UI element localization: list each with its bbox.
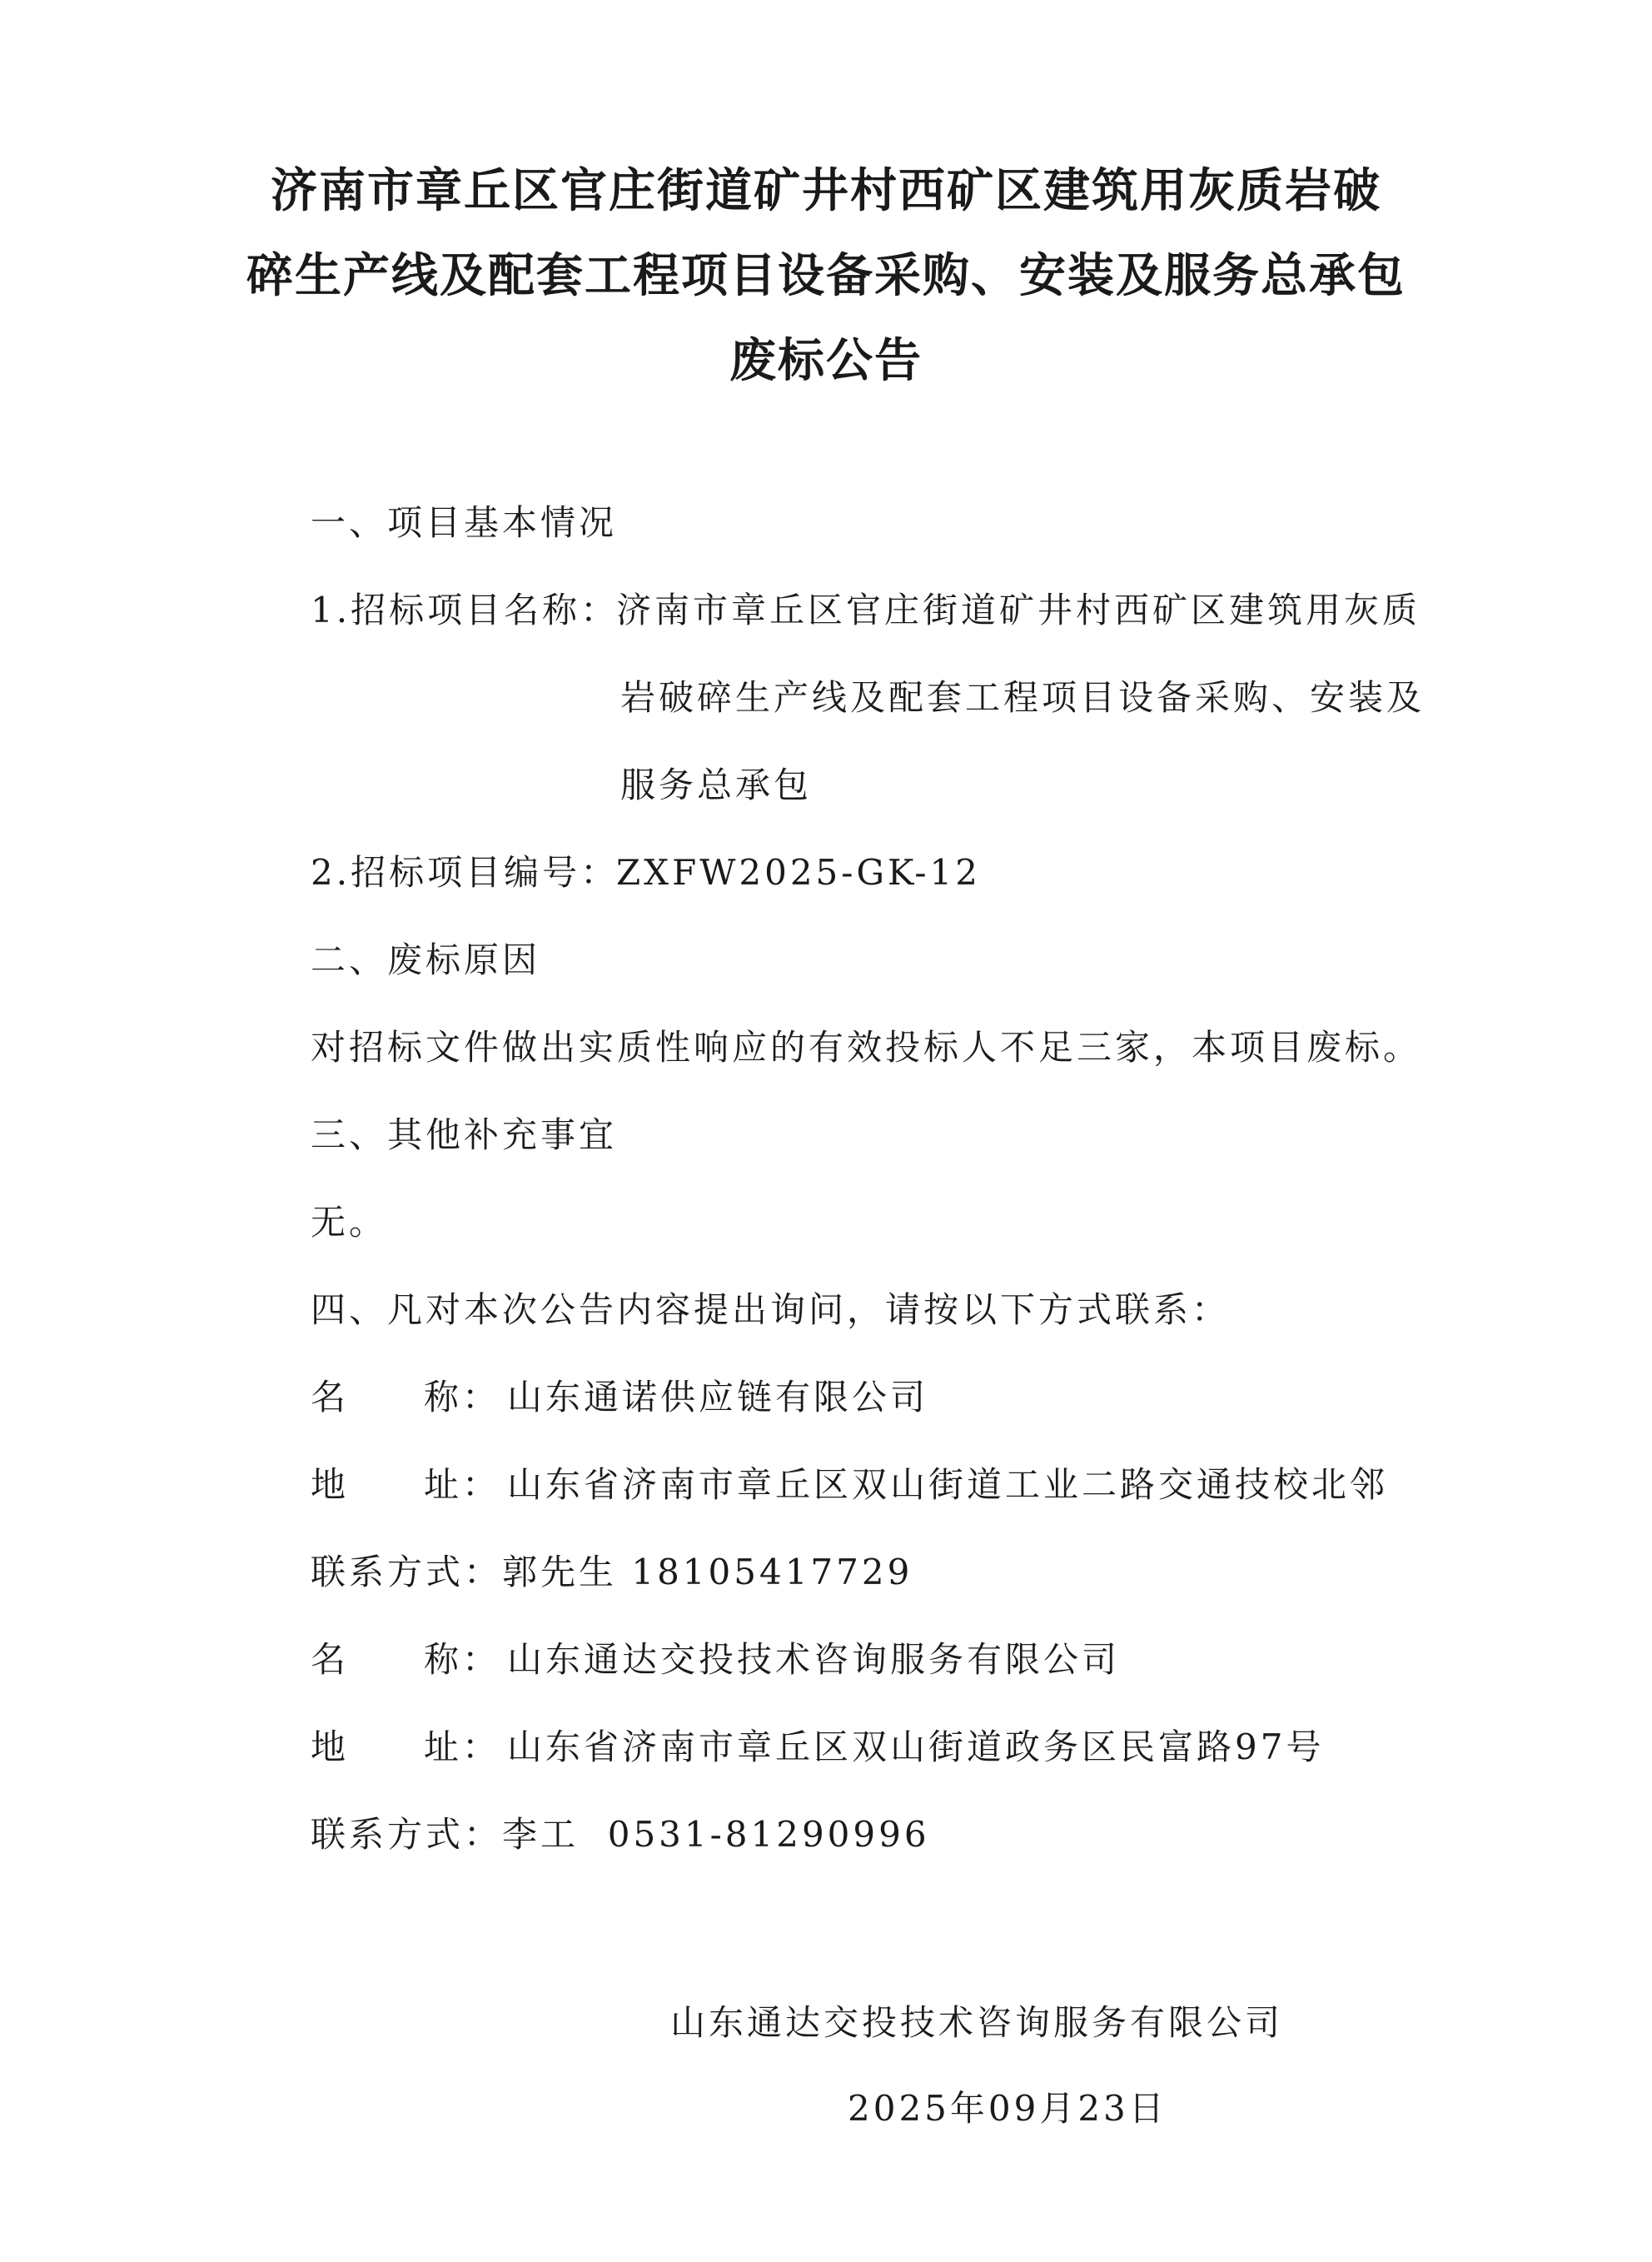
contact2-address-value: 山东省济南市章丘区双山街道政务区民富路97号 bbox=[507, 1726, 1325, 1767]
item1-value-line-2: 岩破碎生产线及配套工程项目设备采购、安装及 bbox=[620, 677, 1426, 718]
contact2-name-label: 名 称： bbox=[311, 1639, 501, 1680]
section3-body: 无。 bbox=[311, 1202, 388, 1243]
contact2-address-row bbox=[311, 1726, 1325, 1767]
contact2-phone-label: 联系方式： bbox=[311, 1814, 503, 1855]
contact1-name-row bbox=[311, 1377, 929, 1417]
contact2-name-row bbox=[311, 1639, 1121, 1680]
title-line-2: 碎生产线及配套工程项目设备采购、安装及服务总承包 bbox=[246, 249, 1406, 303]
contact2-phone-row bbox=[311, 1814, 930, 1855]
contact2-phone-value: 李工 0531-81290996 bbox=[502, 1814, 930, 1855]
contact1-phone-label: 联系方式： bbox=[311, 1552, 503, 1592]
contact1-address-row bbox=[311, 1464, 1389, 1505]
contact1-address-label: 地 址： bbox=[311, 1464, 501, 1505]
contact1-name-value: 山东通诺供应链有限公司 bbox=[507, 1377, 929, 1417]
section2-body: 对招标文件做出实质性响应的有效投标人不足三家，本项目废标。 bbox=[311, 1027, 1422, 1068]
contact1-name-label: 名 称： bbox=[311, 1377, 501, 1417]
title-line-3: 废标公告 bbox=[729, 334, 923, 388]
item1-value-line-3: 服务总承包 bbox=[620, 765, 813, 805]
signature-organization: 山东通达交投技术咨询服务有限公司 bbox=[670, 2002, 1284, 2043]
contact2-address-label: 地 址： bbox=[311, 1726, 501, 1767]
section3-heading: 三、其他补充事宜 bbox=[311, 1114, 618, 1155]
section2-heading: 二、废标原因 bbox=[311, 939, 541, 980]
item1-label: 1.招标项目名称： bbox=[311, 590, 620, 630]
title-line-1: 济南市章丘区官庄街道矿井村西矿区建筑用灰质岩破 bbox=[271, 164, 1381, 218]
signature-date: 2025年09月23日 bbox=[848, 2088, 1167, 2129]
contact1-phone-value: 郭先生 18105417729 bbox=[502, 1552, 913, 1592]
item2-label: 2.招标项目编号： bbox=[311, 852, 620, 893]
contact1-phone-row bbox=[311, 1552, 913, 1592]
contact2-name-value: 山东通达交投技术咨询服务有限公司 bbox=[507, 1639, 1121, 1680]
item1-value-line-1: 济南市章丘区官庄街道矿井村西矿区建筑用灰质 bbox=[616, 590, 1421, 630]
section4-heading: 四、凡对本次公告内容提出询问，请按以下方式联系： bbox=[311, 1289, 1231, 1330]
contact1-address-value: 山东省济南市章丘区双山街道工业二路交通技校北邻 bbox=[507, 1464, 1389, 1505]
section1-heading: 一、项目基本情况 bbox=[311, 502, 618, 543]
item2-value: ZXFW2025-GK-12 bbox=[616, 852, 981, 893]
